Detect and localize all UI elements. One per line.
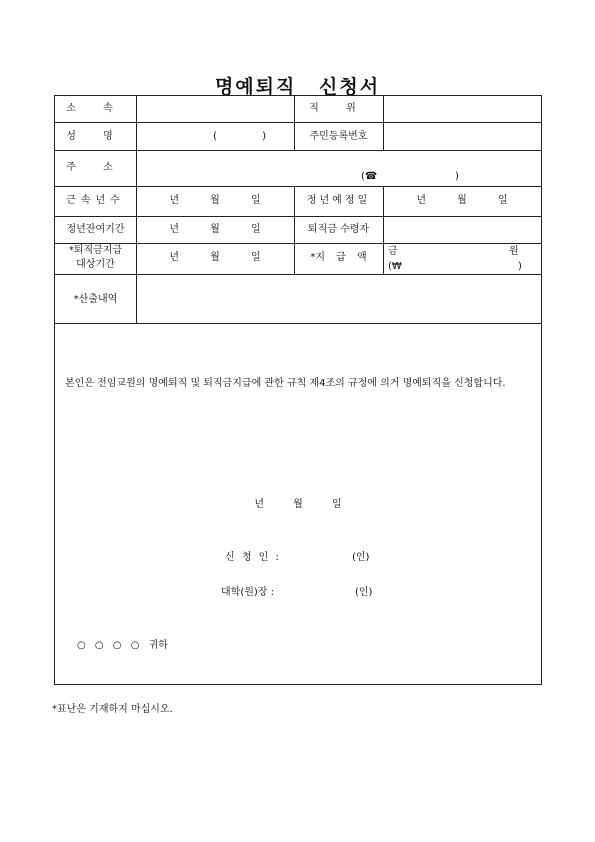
statement-paragraph: 본인은 전임교원의 명예퇴직 및 퇴직금지급에 관한 규칙 제4조의 규정에 의거 명예퇴직을 신청합니다. [65,378,506,389]
name-hanja-paren: ( ) [213,131,266,142]
row-divider [55,274,541,275]
phone-paren-close: ) [455,171,459,182]
application-date: 년 월 일 [254,499,342,510]
column-divider [383,96,384,150]
dean-label: 대학(원)장 : [221,587,274,598]
remaining-period-label: 정년잔여기간 [66,224,125,235]
payment-period-label-2: 대상기간 [76,259,115,270]
service-years-value: 년 월 일 [169,195,261,206]
payment-period-value: 년 월 일 [169,252,261,263]
row-divider [55,122,541,123]
applicant-seal: (인) [352,552,370,563]
row-divider [55,186,541,187]
amount-krw-close: ) [518,261,522,272]
recipient-label: 퇴직금 수령자 [307,224,370,235]
document-title: 명예퇴직 신청서 [214,76,381,98]
row-divider [55,150,541,151]
retirement-date-value: 년 월 일 [416,195,508,206]
dean-seal: (인) [355,587,373,598]
position-label: 직 위 [309,103,368,114]
amount-krw-open: (₩ [388,261,402,272]
amount-won-suffix: 원 [509,246,519,257]
row-divider [55,243,541,244]
service-years-label: 근속년수 [66,195,125,206]
retirement-date-label: 정년예정일 [306,195,371,206]
amount-won-prefix: 금 [388,246,398,257]
application-form [54,95,542,685]
footnote: *표난은 기재하지 마십시오. [52,704,173,715]
phone-paren-open: (☎ [361,171,378,182]
row-divider [55,323,541,324]
name-label: 성 명 [66,131,125,142]
column-divider [136,96,137,323]
row-divider [55,216,541,217]
remaining-period-value: 년 월 일 [169,224,261,235]
address-label: 주 소 [66,162,125,173]
payment-period-label: *퇴직금지급 [68,245,123,256]
rrn-label: 주민등록번호 [309,131,368,142]
affiliation-label: 소 속 [66,103,125,114]
applicant-label: 신 청 인 : [225,552,279,563]
calculation-label: *산출내역 [73,294,118,305]
addressee: ○ ○ ○ ○ 귀하 [77,640,168,651]
amount-label: *지 급 액 [310,252,367,263]
